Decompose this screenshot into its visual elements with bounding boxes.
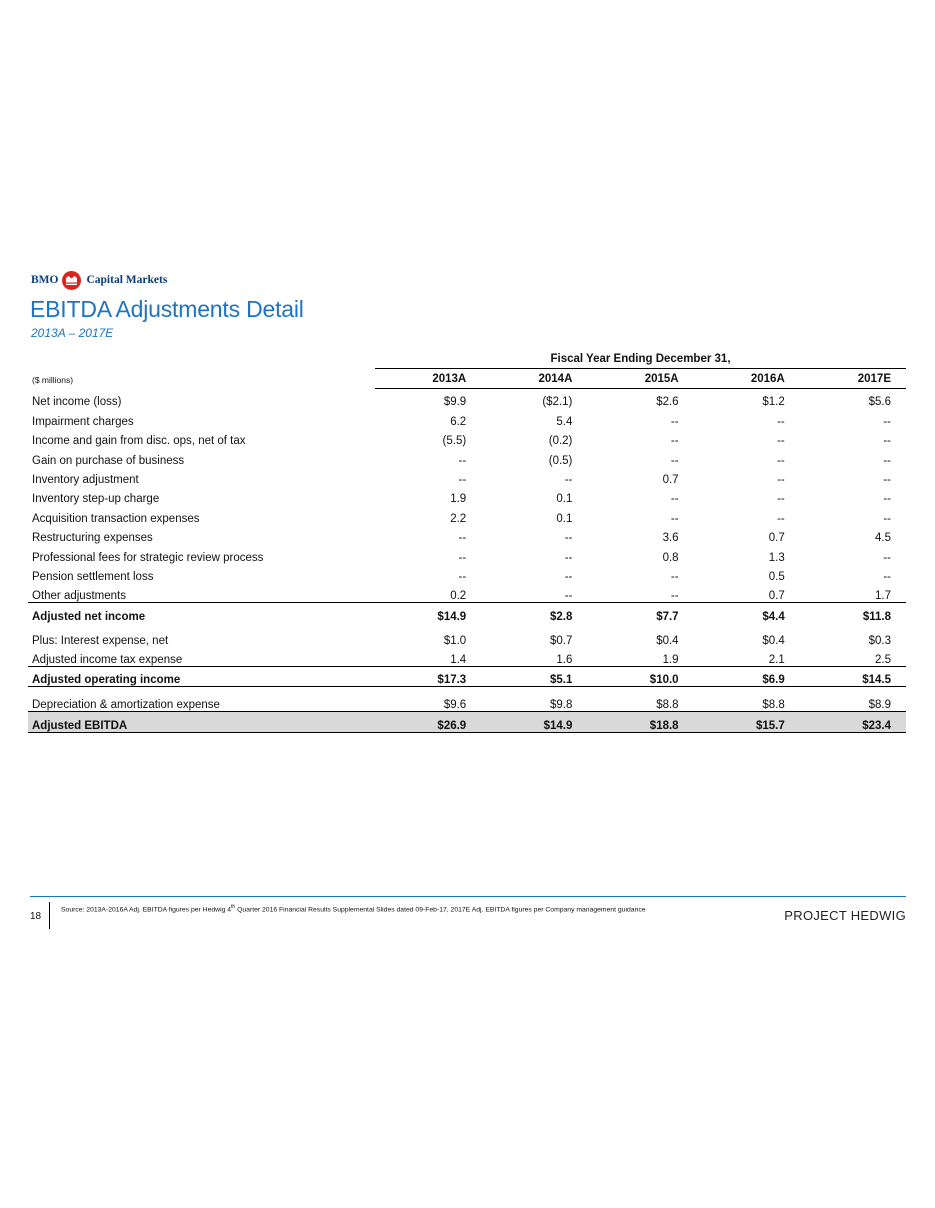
row-value: -- xyxy=(458,570,467,583)
table-row xyxy=(28,603,906,623)
row-value: $14.9 xyxy=(375,603,481,623)
footer-rule xyxy=(30,896,906,897)
row-value: $1.0 xyxy=(443,634,467,647)
source-text: Source: 2013A-2016A Adj. EBITDA figures per Hedwig 4 xyxy=(61,906,232,914)
row-value: -- xyxy=(670,570,679,583)
row-value: -- xyxy=(883,570,891,583)
row-value: 2.1 xyxy=(768,654,785,667)
bmo-logo xyxy=(31,268,167,292)
row-value: $8.8 xyxy=(656,699,679,712)
row-value: 2.5 xyxy=(875,654,891,667)
row-value: -- xyxy=(670,435,679,448)
page-number-separator xyxy=(49,902,50,929)
year-header: 2013A xyxy=(375,369,481,389)
row-value: 2.2 xyxy=(450,512,467,525)
row-label: Adjusted income tax expense xyxy=(32,654,183,667)
row-value: $5.6 xyxy=(868,396,891,409)
row-value: $14.5 xyxy=(800,667,906,687)
table-row xyxy=(28,647,906,667)
row-value: -- xyxy=(777,493,785,506)
ebitda-table xyxy=(28,368,906,733)
row-value: $9.9 xyxy=(443,396,467,409)
row-value: $0.3 xyxy=(868,634,891,647)
row-value: $9.8 xyxy=(550,699,573,712)
row-value: $18.8 xyxy=(587,712,693,732)
table-row xyxy=(28,389,906,409)
table-row xyxy=(28,564,906,583)
row-value: $0.7 xyxy=(550,634,573,647)
year-header: 2015A xyxy=(587,369,693,389)
row-value: 3.6 xyxy=(662,532,679,545)
row-value: $9.6 xyxy=(443,699,467,712)
row-value: 4.5 xyxy=(875,532,891,545)
row-value: $0.4 xyxy=(656,634,679,647)
row-value: -- xyxy=(564,551,573,564)
row-value: 0.7 xyxy=(768,532,785,545)
row-value: $8.8 xyxy=(762,699,785,712)
page-number: 18 xyxy=(30,911,42,922)
row-value: (0.5) xyxy=(548,454,573,467)
row-value: 0.1 xyxy=(556,493,573,506)
row-value: 6.2 xyxy=(450,415,467,428)
bmo-roundel-icon xyxy=(62,271,81,290)
row-value: -- xyxy=(777,512,785,525)
table-row xyxy=(28,428,906,447)
row-value: 1.6 xyxy=(556,654,573,667)
row-value: $0.4 xyxy=(762,634,785,647)
row-value: 1.9 xyxy=(662,654,679,667)
row-value: $8.9 xyxy=(868,699,891,712)
row-value: 0.8 xyxy=(662,551,679,564)
row-value: $26.9 xyxy=(375,712,481,732)
row-value: (0.2) xyxy=(548,435,573,448)
fiscal-year-header: Fiscal Year Ending December 31, xyxy=(550,353,731,365)
row-value: $1.2 xyxy=(762,396,785,409)
table-row xyxy=(28,667,906,687)
source-text-continued: Quarter 2016 Financial Results Supplemental Slides dated 09-Feb-17, 2017E Adj. EBITDA figures per Company management guidance xyxy=(235,906,646,914)
table-row xyxy=(28,712,906,732)
logo-bmo-text: BMO xyxy=(31,274,59,286)
row-value: 1.4 xyxy=(450,654,467,667)
row-value: -- xyxy=(564,570,573,583)
row-value: -- xyxy=(883,493,891,506)
row-value: -- xyxy=(777,454,785,467)
row-label: Gain on purchase of business xyxy=(32,454,185,467)
table-row xyxy=(28,583,906,603)
table-row xyxy=(28,525,906,544)
row-label: Adjusted net income xyxy=(28,603,375,623)
header-label-spacer xyxy=(28,369,375,389)
row-value: -- xyxy=(777,473,785,486)
year-header: 2017E xyxy=(800,369,906,389)
row-value: -- xyxy=(458,473,467,486)
row-value: -- xyxy=(777,435,785,448)
row-value: -- xyxy=(670,512,679,525)
row-value: -- xyxy=(458,532,467,545)
row-value: $7.7 xyxy=(587,603,693,623)
row-label: Professional fees for strategic review process xyxy=(32,551,264,564)
row-label: Adjusted operating income xyxy=(28,667,375,687)
table-row xyxy=(28,447,906,466)
row-value: (5.5) xyxy=(442,435,467,448)
table-row xyxy=(28,505,906,524)
source-note xyxy=(61,903,701,914)
row-value: $14.9 xyxy=(481,712,587,732)
page-subtitle: 2013A – 2017E xyxy=(31,326,114,340)
row-label: Inventory adjustment xyxy=(32,473,139,486)
row-value: -- xyxy=(564,590,573,603)
row-label: Depreciation & amortization expense xyxy=(32,699,220,712)
page-title: EBITDA Adjustments Detail xyxy=(30,296,304,322)
row-value: -- xyxy=(670,590,679,603)
logo-capital-markets-text: Capital Markets xyxy=(86,274,168,286)
year-header: 2016A xyxy=(694,369,800,389)
row-value: $5.1 xyxy=(481,667,587,687)
row-label: Acquisition transaction expenses xyxy=(32,512,200,525)
row-value: $23.4 xyxy=(800,712,906,732)
table-row xyxy=(28,467,906,486)
row-value: -- xyxy=(458,551,467,564)
row-value: 0.2 xyxy=(450,590,467,603)
row-label: Inventory step-up charge xyxy=(32,493,160,506)
row-value: -- xyxy=(883,415,891,428)
row-value: $10.0 xyxy=(587,667,693,687)
row-value: 1.3 xyxy=(768,551,785,564)
table-row xyxy=(28,544,906,563)
row-value: -- xyxy=(670,493,679,506)
units-label: ($ millions) xyxy=(32,375,74,385)
row-value: -- xyxy=(458,454,467,467)
table-row xyxy=(28,623,906,647)
row-value: $17.3 xyxy=(375,667,481,687)
row-value: -- xyxy=(670,454,679,467)
row-value: $2.6 xyxy=(656,396,679,409)
row-value: 1.7 xyxy=(875,590,891,603)
row-label: Impairment charges xyxy=(32,415,134,428)
row-value: -- xyxy=(564,532,573,545)
row-value: -- xyxy=(883,435,891,448)
row-label: Pension settlement loss xyxy=(32,570,154,583)
project-name: PROJECT HEDWIG xyxy=(784,908,906,923)
row-label: Net income (loss) xyxy=(32,396,122,409)
row-value: $11.8 xyxy=(800,603,906,623)
row-value: 0.7 xyxy=(768,590,785,603)
row-value: 0.7 xyxy=(662,473,679,486)
table-row xyxy=(28,687,906,712)
row-value: -- xyxy=(883,473,891,486)
row-value: 0.1 xyxy=(556,512,573,525)
row-value: $2.8 xyxy=(481,603,587,623)
row-label: Restructuring expenses xyxy=(32,532,153,545)
table-row xyxy=(28,408,906,427)
row-value: -- xyxy=(883,551,891,564)
year-header: 2014A xyxy=(481,369,587,389)
table-row xyxy=(28,486,906,505)
row-value: 5.4 xyxy=(556,415,573,428)
row-value: $4.4 xyxy=(694,603,800,623)
row-value: -- xyxy=(670,415,679,428)
table-body xyxy=(28,389,906,733)
row-value: 1.9 xyxy=(450,493,467,506)
row-label: Income and gain from disc. ops, net of tax xyxy=(32,435,246,448)
table-header-row xyxy=(28,369,906,389)
row-label: Other adjustments xyxy=(32,590,126,603)
row-value: ($2.1) xyxy=(542,396,573,409)
row-value: -- xyxy=(883,454,891,467)
row-value: $15.7 xyxy=(694,712,800,732)
source-superscript: th xyxy=(231,904,236,910)
row-label: Adjusted EBITDA xyxy=(28,712,375,732)
row-label: Plus: Interest expense, net xyxy=(32,634,169,647)
row-value: 0.5 xyxy=(768,570,785,583)
row-value: -- xyxy=(777,415,785,428)
row-value: -- xyxy=(564,473,573,486)
row-value: $6.9 xyxy=(694,667,800,687)
row-value: -- xyxy=(883,512,891,525)
